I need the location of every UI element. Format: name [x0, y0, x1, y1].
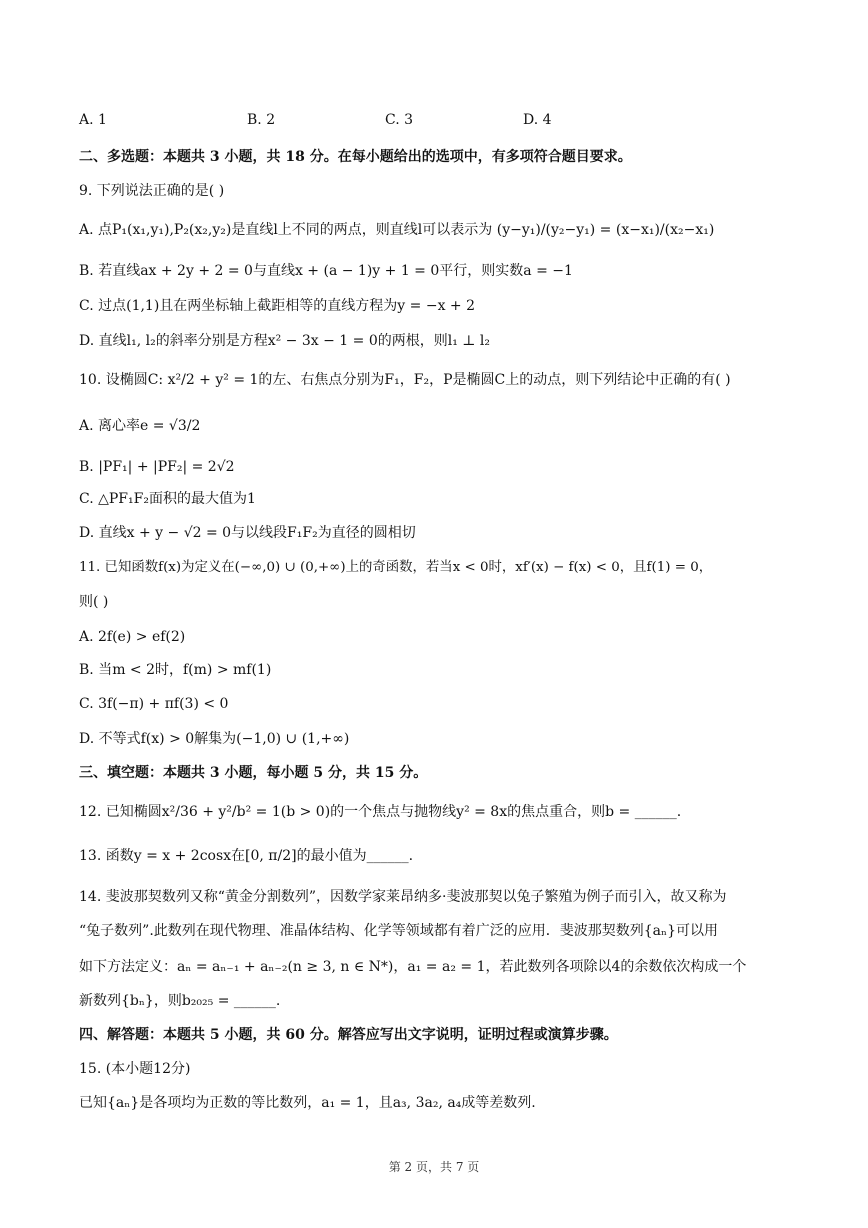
- q11-stem-continued: 则( ): [79, 594, 109, 610]
- q14-line-4: 新数列{bₙ}，则b₂₀₂₅ = ______.: [79, 993, 281, 1009]
- q11-option-a: A. 2f(e) > ef(2): [79, 629, 186, 645]
- q10-stem: 10. 设椭圆C: x²/2 + y² = 1的左、右焦点分别为F₁，F₂，P是椭圆C上的动点，则下列结论中正确的有( ): [79, 372, 731, 388]
- q8-option-c: C. 3: [385, 112, 414, 128]
- q9-option-b: B. 若直线ax + 2y + 2 = 0与直线x + (a − 1)y + 1 = 0平行，则实数a = −1: [79, 263, 573, 279]
- q14-line-2: “兔子数列”.此数列在现代物理、准晶体结构、化学等领域都有着广泛的应用．斐波那契数列{aₙ}可以用: [79, 923, 718, 939]
- q15-heading: 15. (本小题12分): [79, 1061, 191, 1077]
- section-4-heading: 四、解答题：本题共 5 小题，共 60 分。解答应写出文字说明，证明过程或演算步骤。: [79, 1027, 618, 1043]
- page-footer: 第 2 页，共 7 页: [388, 1160, 480, 1174]
- q11-option-c: C. 3f(−π) + πf(3) < 0: [79, 696, 229, 712]
- q8-option-a: A. 1: [79, 112, 107, 128]
- q11-stem: 11. 已知函数f(x)为定义在(−∞,0) ∪ (0,+∞)上的奇函数，若当x < 0时，xf′(x) − f(x) < 0，且f(1) = 0，: [79, 560, 713, 575]
- q8-option-d: D. 4: [523, 112, 552, 128]
- q9-stem: 9. 下列说法正确的是( ): [79, 183, 225, 199]
- q11-option-d: D. 不等式f(x) > 0解集为(−1,0) ∪ (1,+∞): [79, 731, 350, 747]
- q10-option-c: C. △PF₁F₂面积的最大值为1: [79, 491, 256, 507]
- q15-text: 已知{aₙ}是各项均为正数的等比数列，a₁ = 1，且a₃, 3a₂, a₄成等差数列.: [79, 1095, 536, 1111]
- section-3-heading: 三、填空题：本题共 3 小题，每小题 5 分，共 15 分。: [79, 765, 428, 781]
- q13-text: 13. 函数y = x + 2cosx在[0, π/2]的最小值为______.: [79, 848, 414, 864]
- q10-option-d: D. 直线x + y − √2 = 0与以线段F₁F₂为直径的圆相切: [79, 525, 416, 541]
- q8-options: [79, 112, 639, 134]
- q14-line-3: 如下方法定义：aₙ = aₙ₋₁ + aₙ₋₂(n ≥ 3, n ∈ N*)，a₁ = a₂ = 1，若此数列各项除以4的余数依次构成一个: [79, 959, 747, 975]
- q10-option-b: B. |PF₁| + |PF₂| = 2√2: [79, 459, 235, 475]
- q9-option-d: D. 直线l₁, l₂的斜率分别是方程x² − 3x − 1 = 0的两根，则l₁ ⊥ l₂: [79, 333, 490, 349]
- q9-option-a: A. 点P₁(x₁,y₁),P₂(x₂,y₂)是直线l上不同的两点，则直线l可以表示为 (y−y₁)/(y₂−y₁) = (x−x₁)/(x₂−x₁): [79, 222, 715, 238]
- q12-text: 12. 已知椭圆x²/36 + y²/b² = 1(b > 0)的一个焦点与抛物线y² = 8x的焦点重合，则b = ______.: [79, 804, 682, 820]
- q8-option-b: B. 2: [247, 112, 276, 128]
- q10-option-a: A. 离心率e = √3/2: [79, 418, 201, 434]
- q9-option-c: C. 过点(1,1)且在两坐标轴上截距相等的直线方程为y = −x + 2: [79, 298, 476, 314]
- q11-option-b: B. 当m < 2时，f(m) > mf(1): [79, 662, 272, 678]
- section-2-heading: 二、多选题：本题共 3 小题，共 18 分。在每小题给出的选项中，有多项符合题目要求。: [79, 149, 632, 165]
- q14-line-1: 14. 斐波那契数列又称“黄金分割数列”，因数学家莱昂纳多·斐波那契以兔子繁殖为例子而引入，故又称为: [79, 889, 727, 905]
